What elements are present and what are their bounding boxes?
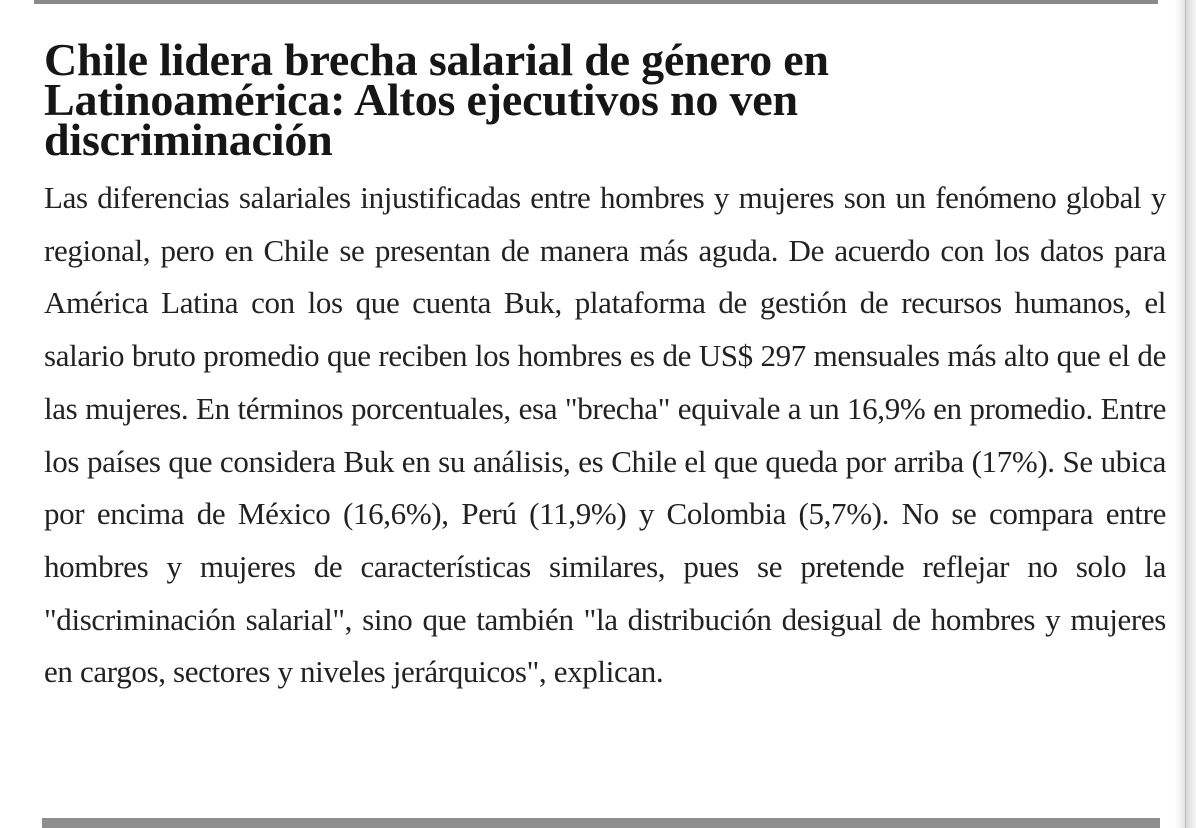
page-edge-line bbox=[1185, 0, 1186, 828]
bottom-rule bbox=[42, 818, 1160, 828]
article-body: Las diferencias salariales injustificadas entre hombres y mujeres son un fenómeno global y regional, pero en Chile se presentan de manera más aguda. De acuerdo con los datos para América Latina con los que cuenta Buk, plataforma de gestión de recursos humanos, el salario bruto promedio que reciben los hombres es de US$ 297 mensuales más alto que el de las mujeres. En términos porcentuales, esa "brecha" equivale a un 16,9% en promedio. Entre los países que considera Buk en su análisis, es Chile el que queda por arriba (17%). Se ubica por encima de México (16,6%), Perú (11,9%) y Colombia (5,7%). No se compara entre hombres y mujeres de características similares, pues se pretende reflejar no solo la "discriminación salarial", sino que también "la distribución desigual de hombres y mujeres en cargos, sectores y niveles jerárquicos", explican. bbox=[44, 180, 1166, 690]
article-headline: Chile lidera brecha salarial de género en Latinoamérica: Altos ejecutivos no ven discriminación bbox=[44, 34, 829, 165]
top-rule bbox=[34, 0, 1158, 4]
article bbox=[44, 34, 1170, 699]
